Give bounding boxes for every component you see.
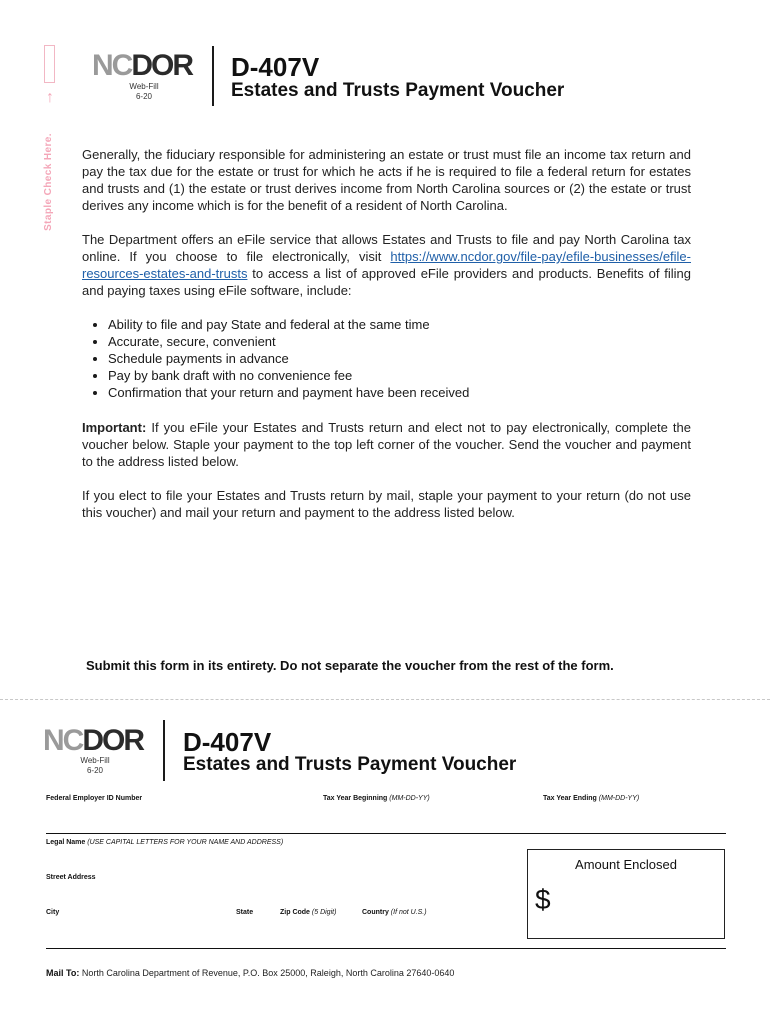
staple-box <box>44 45 55 83</box>
voucher-ncdor-logo: NCDOR <box>43 724 144 757</box>
tax-year-beginning-label: Tax Year Beginning (MM-DD-YY) <box>323 795 430 802</box>
list-item: • Pay by bank draft with no convenience fee <box>108 367 668 384</box>
voucher-form-id: D-407V <box>183 727 272 757</box>
legal-name-label: Legal Name (USE CAPITAL LETTERS FOR YOUR NAME AND ADDRESS) <box>46 839 284 846</box>
street-address-label: Street Address <box>46 874 96 881</box>
webfill-label: Web-Fill 6-20 <box>129 82 159 101</box>
submit-notice: Submit this form in its entirety. Do not separate the voucher from the rest of the form. <box>86 658 614 673</box>
voucher-divider <box>163 720 165 781</box>
staple-instruction: Staple Check Here. <box>43 133 54 231</box>
list-item: • Ability to file and pay State and federal at the same time <box>108 316 668 333</box>
tax-year-ending-label: Tax Year Ending (MM-DD-YY) <box>543 795 640 802</box>
list-item: • Schedule payments in advance <box>108 350 668 367</box>
arrow-up-icon: ↑ <box>46 89 54 106</box>
list-item: • Confirmation that your return and payment have been received <box>108 384 668 401</box>
form-id: D-407V <box>231 52 320 82</box>
list-item: • Accurate, secure, convenient <box>108 333 668 350</box>
intro-paragraph: Generally, the fiduciary responsible for administering an estate or trust must file an income tax return and pay the tax due for the estate or trust for which he acts if he is required to file a federal return for estates and trusts and (1) the estate or trust derives income from North Carolina sources or (2) the estate or trust derives any income which is for the benefit of a resident of North Carolina. <box>82 147 691 213</box>
efile-paragraph: The Department offers an eFile service that allows Estates and Trusts to file and pay North Carolina tax online. If you choose to file electronically, visit https://www.ncdor.gov/file-pay/efile-businesses/efile-resources-estates-and-trusts to access a list of approved eFile providers and products. Benefits of filing and paying taxes using eFile software, include: <box>82 232 691 298</box>
voucher-form-title: Estates and Trusts Payment Voucher <box>183 754 517 775</box>
bottom-line <box>46 948 726 949</box>
state-label: State <box>236 909 254 916</box>
benefits-list <box>82 316 668 401</box>
mail-to: Mail To: North Carolina Department of Revenue, P.O. Box 25000, Raleigh, North Carolina 27640-0640 <box>46 968 455 978</box>
mail-paragraph: If you elect to file your Estates and Trusts return by mail, staple your payment to your return (do not use this voucher) and mail your return and payment to the address listed below. <box>82 488 691 520</box>
city-label: City <box>46 909 60 916</box>
efile-link[interactable]: https://www.ncdor.gov/file-pay/efile-businesses/efile-resources-estates-and-trusts <box>82 249 691 281</box>
form-title: Estates and Trusts Payment Voucher <box>231 80 565 101</box>
important-paragraph: Important: If you eFile your Estates and Trusts return and elect not to pay electronically, complete the voucher below. Staple your payment to the top left corner of the voucher. Send the voucher and payment to the address listed below. <box>82 420 691 469</box>
ncdor-logo: NCDOR <box>92 49 193 82</box>
voucher-webfill-label: Web-Fill 6-20 <box>80 756 110 775</box>
cut-line <box>0 699 770 700</box>
country-label: Country (If not U.S.) <box>362 909 427 916</box>
dollar-sign: $ <box>535 884 551 915</box>
header-divider <box>212 46 214 106</box>
fein-label: Federal Employer ID Number <box>46 795 143 802</box>
divider-line <box>46 833 726 834</box>
zip-code-label: Zip Code (5 Digit) <box>280 909 337 916</box>
amount-enclosed-label: Amount Enclosed <box>575 857 677 872</box>
